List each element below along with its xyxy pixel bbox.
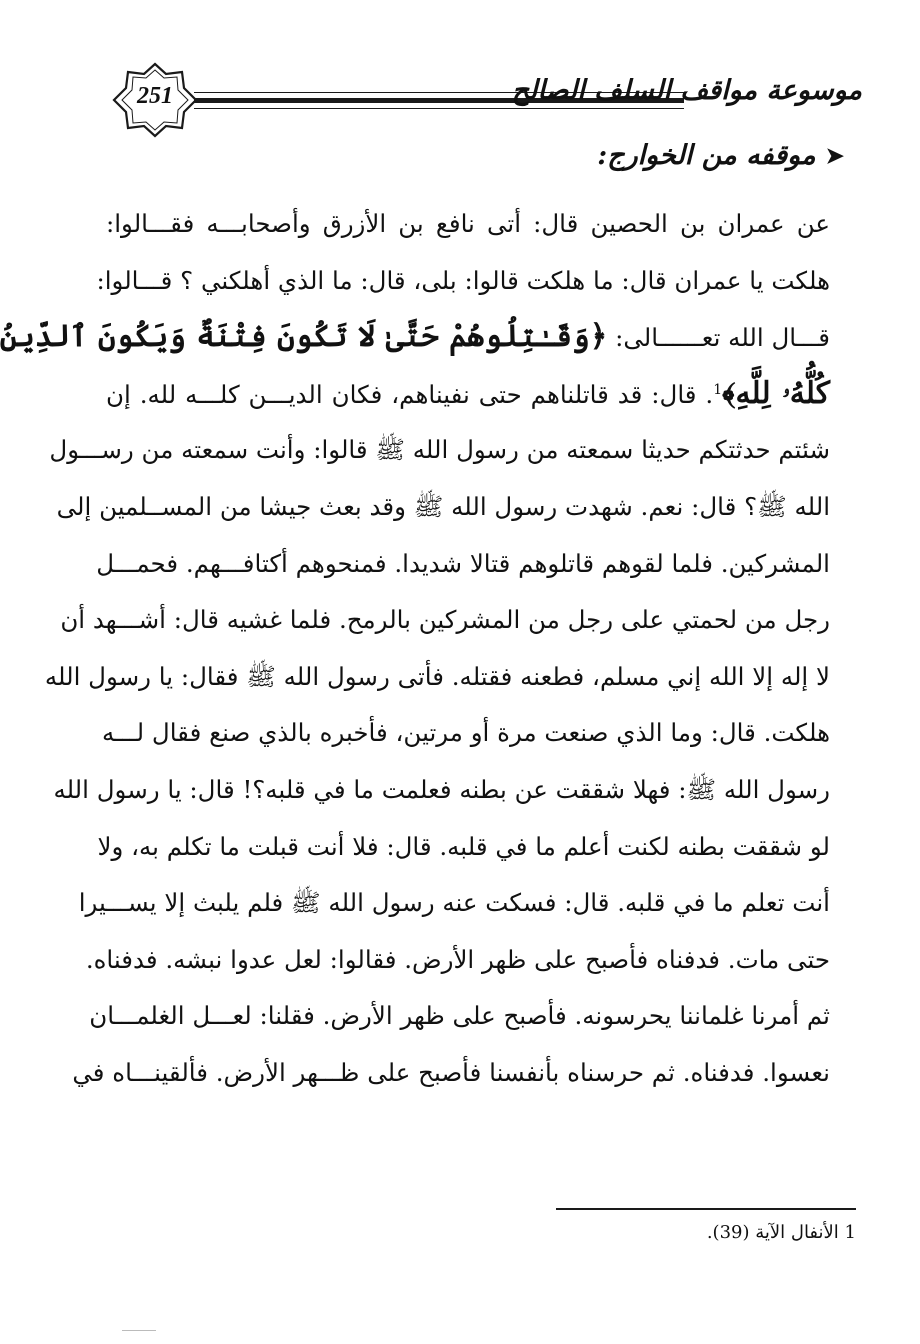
section-heading (597, 140, 844, 171)
line-text: . قال: قد قاتلناهم حتى نفيناهم، فكان الديـــن كلـــه لله. إن (106, 379, 714, 409)
body-line: لا إله إلا الله إني مسلم، فطعنه فقتله. فأتى رسول الله ﷺ فقال: يا رسول الله (44, 661, 830, 691)
body-line: الله ﷺ؟ قال: نعم. شهدت رسول الله ﷺ وقد بعث جيشا من المســلمين إلى (56, 491, 830, 521)
body-line: لو شققت بطنه لكنت أعلم ما في قلبه. قال: فلا أنت قبلت ما تكلم به، ولا (97, 831, 830, 861)
body-line: رجل من لحمتي على رجل من المشركين بالرمح. فلما غشيه قال: أشـــهد أن (60, 605, 830, 635)
body-line: عن عمران بن الحصين قال: أتى نافع بن الأزرق وأصحابـــه فقـــالوا: (106, 209, 830, 238)
line-text: قـــال الله تعــــــالى: (607, 323, 830, 353)
section-heading-text: موقفه من الخوارج: (597, 140, 816, 171)
body-line-quran-end (106, 366, 830, 423)
series-title: موسوعة مواقف السلف الصالح (511, 75, 862, 106)
footnote-separator (556, 1208, 856, 1210)
footnote-ref[interactable]: 1 (713, 381, 723, 398)
body-line: شئتم حدثتكم حديثا سمعته من رسول الله ﷺ قالوا: وأنت سمعته من رســـول (49, 435, 830, 465)
quran-verse: ﴿وَقَـٰتِلُوهُمْ حَتَّىٰ لَا تَكُونَ فِتْنَةٌ وَيَكُونَ ٱلدِّينُ (0, 319, 608, 355)
footnote (436, 1222, 856, 1243)
body-line: ثم أمرنا غلماننا يحرسونه. فأصبح على ظهر الأرض. فقلنا: لعـــل الغلمـــان (89, 1001, 830, 1031)
body-line: نعسوا. فدفناه. ثم حرسناه بأنفسنا فأصبح على ظـــهر الأرض. فألقينـــاه في (72, 1057, 830, 1087)
footnote-number: 1 (844, 1222, 856, 1243)
body-line: المشركين. فلما لقوهم قاتلوهم قتالا شديدا. فمنحوهم أكتافـــهم. فحمـــل (96, 548, 830, 578)
page-header (112, 56, 862, 144)
header-rule-thin-bottom (194, 108, 684, 109)
quran-verse: كُلُّهُۥ لِلَّهِ﴾ (722, 375, 830, 411)
footnote-text: الأنفال الآية (39). (706, 1222, 839, 1243)
body-text (0, 196, 830, 1102)
body-line: رسول الله ﷺ: فهلا شققت عن بطنه فعلمت ما في قلبه؟! قال: يا رسول الله (53, 774, 830, 804)
body-line-quran-start (0, 309, 830, 366)
body-line: هلكت يا عمران قال: ما هلكت قالوا: بلى، قال: ما الذي أهلكني ؟ قـــالوا: (96, 265, 830, 295)
arrow-bullet-icon: ➤ (825, 142, 844, 169)
page-number-badge (112, 62, 198, 138)
crop-mark (122, 1330, 156, 1331)
body-line: أنت تعلم ما في قلبه. قال: فسكت عنه رسول الله ﷺ فلم يلبث إلا يســـيرا (78, 888, 830, 918)
page-number: 251 (137, 83, 173, 109)
body-line: هلكت. قال: وما الذي صنعت مرة أو مرتين، فأخبره بالذي صنع فقال لـــه (101, 718, 830, 748)
body-line: حتى مات. فدفناه فأصبح على ظهر الأرض. فقالوا: لعل عدوا نبشه. فدفناه. (85, 944, 830, 974)
